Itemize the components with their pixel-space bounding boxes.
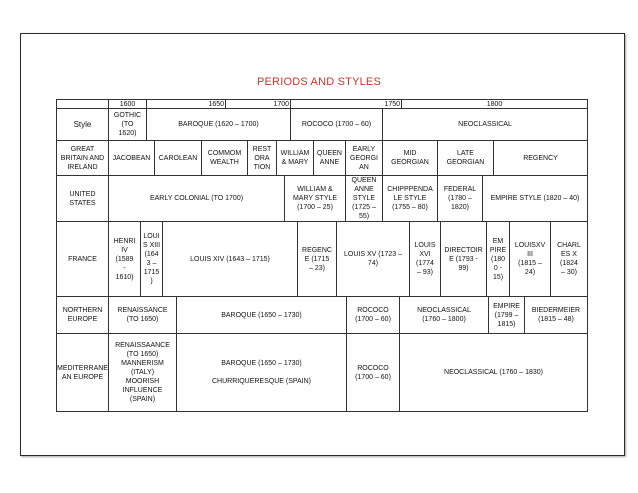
med-renaissance: RENAISSAANCE (TO 1650) MANNERISM (ITALY) MOORISH INFLUENCE (SPAIN) [108, 333, 177, 412]
ne-rococo: ROCOCO (1700 – 60) [346, 296, 400, 334]
gb-jacobean: JACOBEAN [108, 140, 155, 176]
year-1800: 1800 [401, 99, 588, 109]
gb-late-georgian: LATE GEORGIAN [437, 140, 494, 176]
ne-renaissance: RENAISSANCE (TO 1650) [108, 296, 177, 334]
us-federal: FEDERAL (1780 – 1820) [437, 175, 483, 222]
med-baroque: BAROQUE (1650 – 1730) CHURRIQUERESQUE (SPAIN) [176, 333, 347, 412]
france-louis-xiii: LOUI S XIII (164 3 – 1715 ) [140, 221, 163, 297]
france-regence: REGENC E (1715 – 23) [297, 221, 337, 297]
gb-carolean: CAROLEAN [154, 140, 202, 176]
us-queen-anne: QUEEN ANNE STYLE (1725 – 55) [345, 175, 383, 222]
france-louis-xviii: LOUISXV III (1815 – 24) [509, 221, 551, 297]
style-gothic: GOTHIC (TO 1620) [108, 108, 147, 141]
gb-queen-anne: QUEEN ANNE [313, 140, 346, 176]
year-1650: 1650 [146, 99, 226, 109]
france-charles-x: CHARL ES X (1824 – 30) [550, 221, 588, 297]
row-label-france: FRANCE [56, 221, 109, 297]
year-1750: 1750 [290, 99, 402, 109]
us-william-mary: WILLIAM & MARY STYLE (1700 – 25) [284, 175, 346, 222]
us-early-colonial: EARLY COLONIAL (TO 1700) [108, 175, 285, 222]
france-henri-iv: HENRI IV (1589 - 1610) [108, 221, 141, 297]
ne-baroque: BAROQUE (1650 – 1730) [176, 296, 347, 334]
france-louis-xv: LOUIS XV (1723 – 74) [336, 221, 410, 297]
gb-commonwealth: COMMOM WEALTH [201, 140, 248, 176]
us-chippendale: CHIPPPENDA LE STYLE (1755 – 80) [382, 175, 438, 222]
year-1600: 1600 [108, 99, 147, 109]
page-title: PERIODS AND STYLES [256, 76, 382, 88]
row-label-great-britain: GREAT BRITAIN AND IRELAND [56, 140, 109, 176]
gb-mid-georgian: MID GEORGIAN [382, 140, 438, 176]
us-empire: EMPIRE STYLE (1820 – 40) [482, 175, 588, 222]
style-rococo: ROCOCO (1700 – 60) [290, 108, 383, 141]
row-label-style: Style [56, 108, 109, 141]
france-empire: EM PIRE (180 0 - 15) [486, 221, 510, 297]
france-directoire: DIRECTOIR E (1793 - 99) [440, 221, 487, 297]
row-label-united-states: UNITED STATES [56, 175, 109, 222]
gb-regency: REGENCY [493, 140, 588, 176]
row-label-mediterranean-europe: MEDITERRANE AN EUROPE [56, 333, 109, 412]
france-louis-xvi: LOUIS XVI (1774 – 93) [409, 221, 441, 297]
ne-biedermeier: BIEDERMEIER (1815 – 48) [524, 296, 588, 334]
style-baroque: BAROQUE (1620 – 1700) [146, 108, 291, 141]
row-label-northern-europe: NORTHERN EUROPE [56, 296, 109, 334]
ne-neoclassical: NEOCLASSICAL (1760 – 1800) [399, 296, 489, 334]
year-1700: 1700 [225, 99, 291, 109]
gb-early-georgian: EARLY GEORGI AN [345, 140, 383, 176]
ne-empire: EMPIRE (1799 – 1815) [488, 296, 525, 334]
gb-william-mary: WILLIAM & MARY [276, 140, 314, 176]
med-rococo: ROCOCO (1700 – 60) [346, 333, 400, 412]
france-louis-xiv: LOUIS XIV (1643 – 1715) [162, 221, 298, 297]
med-neoclassical: NEOCLASSICAL (1760 – 1830) [399, 333, 588, 412]
gb-restoration: REST ORA TION [247, 140, 277, 176]
style-neoclassical: NEOCLASSICAL [382, 108, 588, 141]
